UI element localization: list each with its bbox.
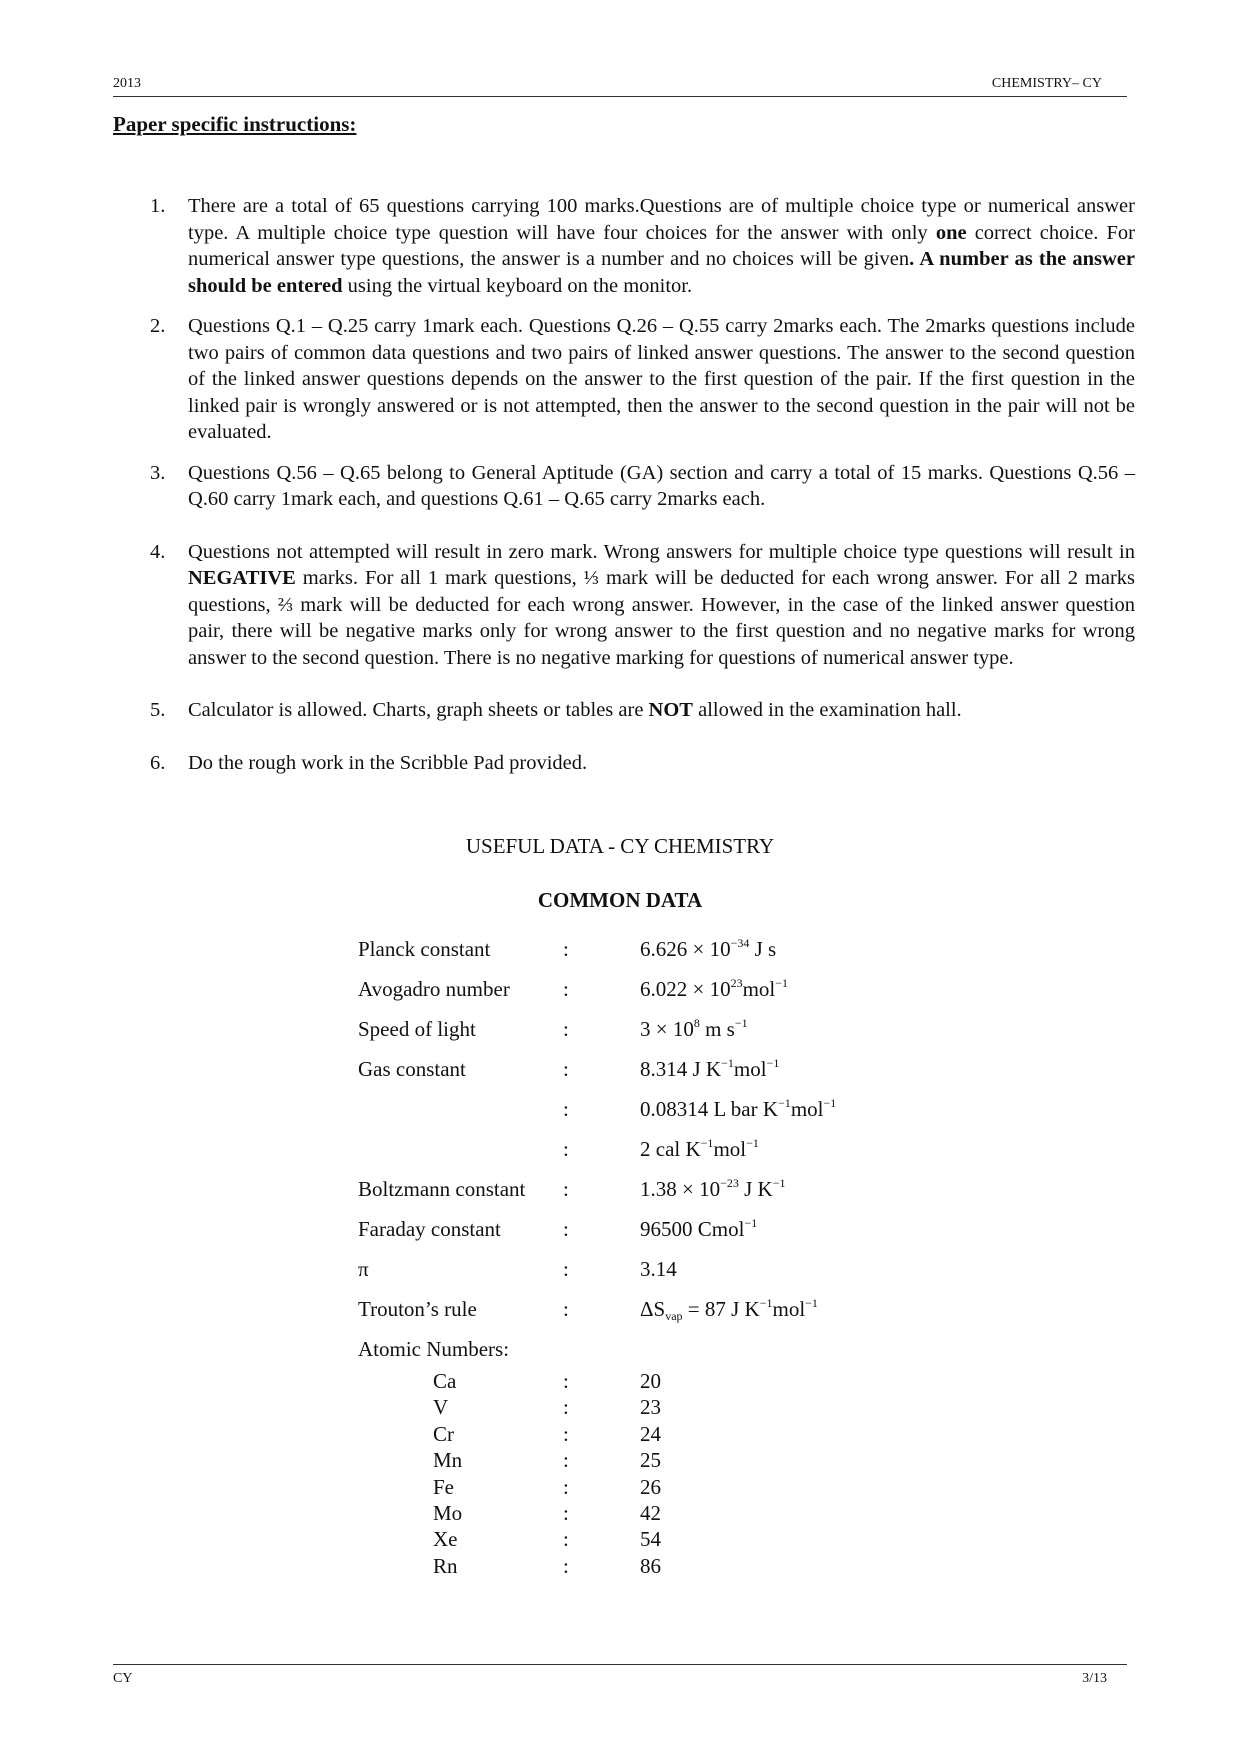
instruction-text-part: allowed in the examination hall. [692,699,962,721]
separator-colon: : [563,1395,569,1420]
page-title: Paper specific instructions: [113,112,357,136]
superscript: 23 [730,976,743,990]
instruction-item [150,539,1135,672]
common-data-title: COMMON DATA [537,888,703,912]
instruction-item [150,460,1135,513]
separator-colon: : [563,1500,569,1525]
atomic-number: 25 [640,1448,661,1473]
element-symbol: Mn [433,1448,463,1473]
constant-value [640,1217,757,1242]
element-symbol: V [433,1395,449,1420]
value-text: 0.08314 L bar K [640,1097,779,1121]
value-text: 2 cal K [640,1137,701,1161]
value-text: mol [713,1137,747,1161]
separator-colon: : [563,1474,569,1499]
superscript: −1 [805,1296,818,1310]
instruction-number: 6. [150,751,166,774]
value-text: 8.314 J K [640,1057,722,1081]
atomic-number-row [358,1553,661,1580]
instruction-number: 1. [150,195,166,217]
instruction-text-part: Do the rough work in the Scribble Pad provided. [188,751,588,774]
value-text: m s [699,1017,735,1041]
value-text: = 87 J K [682,1297,760,1321]
superscript: 8 [693,1016,700,1030]
instruction-text [188,697,1135,724]
superscript: −1 [823,1096,837,1110]
subscript: vap [665,1309,683,1323]
constant-value [640,1137,759,1162]
value-text: J K [738,1177,773,1201]
element-symbol: Ca [433,1369,457,1393]
separator-colon: : [563,1177,569,1201]
value-text: J s [749,937,777,961]
constant-row [358,1096,837,1137]
instruction-number: 2. [150,315,166,337]
footer-page-number: 3/13 [1082,1671,1107,1686]
atomic-number: 26 [640,1474,661,1499]
constant-label: Planck constant [358,937,491,961]
value-text: 96500 Cmol [640,1217,745,1241]
constant-row [358,1136,759,1177]
value-text: ΔS [640,1297,666,1321]
value-text: 6.626 × 10 [640,937,731,961]
instruction-text-part: There are a total of 65 questions carrying 100 marks.Questions are of multiple choice type or numerical answer type. A multiple choice type question will have four choices for the answer with only [188,195,1135,244]
constant-value [640,1057,779,1082]
separator-colon: : [563,1448,569,1473]
instruction-text-part: Calculator is allowed. Charts, graph sheets or tables are [188,699,649,721]
separator-colon: : [563,1369,569,1393]
separator-colon: : [563,937,569,961]
instruction-emphasis: one [935,221,967,244]
instruction-emphasis: . A number as the answer should be entered [188,248,1135,297]
value-text: 3.14 [640,1257,677,1281]
separator-colon: : [563,1057,569,1081]
separator-colon: : [563,1421,569,1446]
superscript: −34 [730,936,750,950]
instruction-number: 4. [150,540,166,563]
constant-row [358,1056,780,1097]
constant-value [640,1177,786,1202]
separator-colon: : [563,1017,569,1041]
constant-label: Faraday constant [358,1217,501,1241]
instruction-text-part: Questions Q.1 – Q.25 carry 1mark each. Questions Q.26 – Q.55 carry 2marks each. The 2marks questions include two pairs of common data questions and two pairs of linked answer questions. The answer to the second question of the linked answer questions depends on the answer to the first question of the pair. If the first question in the linked pair is wrongly answered or is not attempted, then the answer to the second question in the pair will not be evaluated. [188,315,1135,443]
instruction-text [188,750,1135,777]
value-text: mol [733,1057,767,1081]
atomic-number: 20 [640,1369,661,1393]
footer-code: CY [113,1671,133,1686]
superscript: −1 [766,1056,780,1070]
instruction-text [188,193,1135,299]
instruction-text-part: Questions Q.56 – Q.65 belong to General Aptitude (GA) section and carry a total of 15 marks. Questions Q.56 – Q.60 carry 1mark each, and questions Q.61 – Q.65 carry 2marks each. [188,461,1135,510]
superscript: −1 [744,1216,758,1230]
atomic-number: 54 [640,1527,661,1552]
constant-label: π [358,1257,369,1281]
separator-colon: : [563,1297,569,1321]
superscript: −1 [775,976,789,990]
value-text: 3 × 10 [640,1017,694,1041]
constant-label: Speed of light [358,1017,476,1041]
separator-colon: : [563,1527,569,1552]
superscript: −1 [700,1136,714,1150]
instruction-text-part: marks. For all 1 mark questions, ⅓ mark will be deducted for each wrong answer. For all 2 marks questions, ⅔ mark will be deducted for each wrong answer. However, in the case of the linked answer question pair, there will be negative marks only for wrong answer to the first question and no negative marks for wrong answer to the second question. There is no negative marking for questions of numerical answer type. [188,567,1135,669]
value-text: mol [742,977,776,1001]
superscript: −1 [759,1296,773,1310]
separator-colon: : [563,977,569,1001]
constant-value [640,1297,818,1322]
separator-colon: : [563,1553,569,1578]
superscript: −23 [720,1176,739,1190]
instruction-item [150,193,1135,299]
instruction-emphasis: NEGATIVE [188,567,296,589]
value-text: 1.38 × 10 [640,1177,721,1201]
instruction-item [150,313,1135,446]
superscript: −1 [734,1016,748,1030]
value-text: 6.022 × 10 [640,977,731,1001]
instruction-text-part: Questions not attempted will result in zero mark. Wrong answers for multiple choice type questions will result in [188,540,1135,563]
instructions-list [150,193,1135,790]
constant-value [640,1017,748,1042]
element-symbol: Mo [433,1500,463,1525]
page-footer [113,1664,1127,1689]
instruction-number: 3. [150,461,166,484]
element-symbol: Rn [433,1553,458,1578]
element-symbol: Cr [433,1421,454,1446]
instruction-number: 5. [150,699,166,721]
constant-value [640,1097,836,1122]
instruction-text [188,313,1135,446]
atomic-number: 86 [640,1553,661,1578]
constant-row [358,1216,758,1257]
atomic-number-row [358,1421,661,1448]
instruction-item [150,750,1135,777]
atomic-number-row [358,1395,661,1421]
header-year: 2013 [113,76,141,91]
constant-row [358,1257,677,1297]
instruction-text-part: correct choice. For numerical answer type questions, the answer is a number and no choices will be given [188,221,1135,270]
superscript: −1 [778,1096,791,1110]
instruction-text [188,460,1135,513]
atomic-numbers-heading: Atomic Numbers: [358,1337,510,1361]
page-header [113,74,1127,97]
atomic-number-row [358,1474,661,1501]
atomic-number: 23 [640,1395,661,1420]
atomic-number-row [358,1527,661,1553]
header-subject: CHEMISTRY– CY [991,76,1102,91]
atomic-number-row [358,1448,661,1474]
useful-data-title: USEFUL DATA - CY CHEMISTRY [465,834,775,858]
instruction-item [150,697,1135,724]
constant-label: Boltzmann constant [358,1177,526,1201]
instruction-emphasis: NOT [648,699,693,721]
constant-label: Avogadro number [358,977,510,1001]
separator-colon: : [563,1217,569,1241]
superscript: −1 [746,1136,759,1150]
separator-colon: : [563,1097,569,1121]
atomic-number-row [358,1369,661,1395]
superscript: −1 [721,1056,734,1070]
constant-label: Gas constant [358,1057,466,1081]
element-symbol: Fe [433,1474,454,1499]
atomic-number: 24 [640,1421,661,1446]
constant-value [640,937,776,962]
instruction-text [188,539,1135,672]
element-symbol: Xe [433,1527,458,1552]
atomic-number: 42 [640,1500,661,1525]
constant-label: Trouton’s rule [358,1297,477,1321]
separator-colon: : [563,1257,569,1281]
atomic-number-row [358,1500,661,1527]
constant-value [640,1257,677,1282]
separator-colon: : [563,1137,569,1161]
instruction-text-part: using the virtual keyboard on the monitor. [342,274,693,297]
value-text: mol [790,1097,824,1121]
superscript: −1 [772,1176,786,1190]
value-text: mol [772,1297,806,1321]
constant-value [640,977,788,1002]
